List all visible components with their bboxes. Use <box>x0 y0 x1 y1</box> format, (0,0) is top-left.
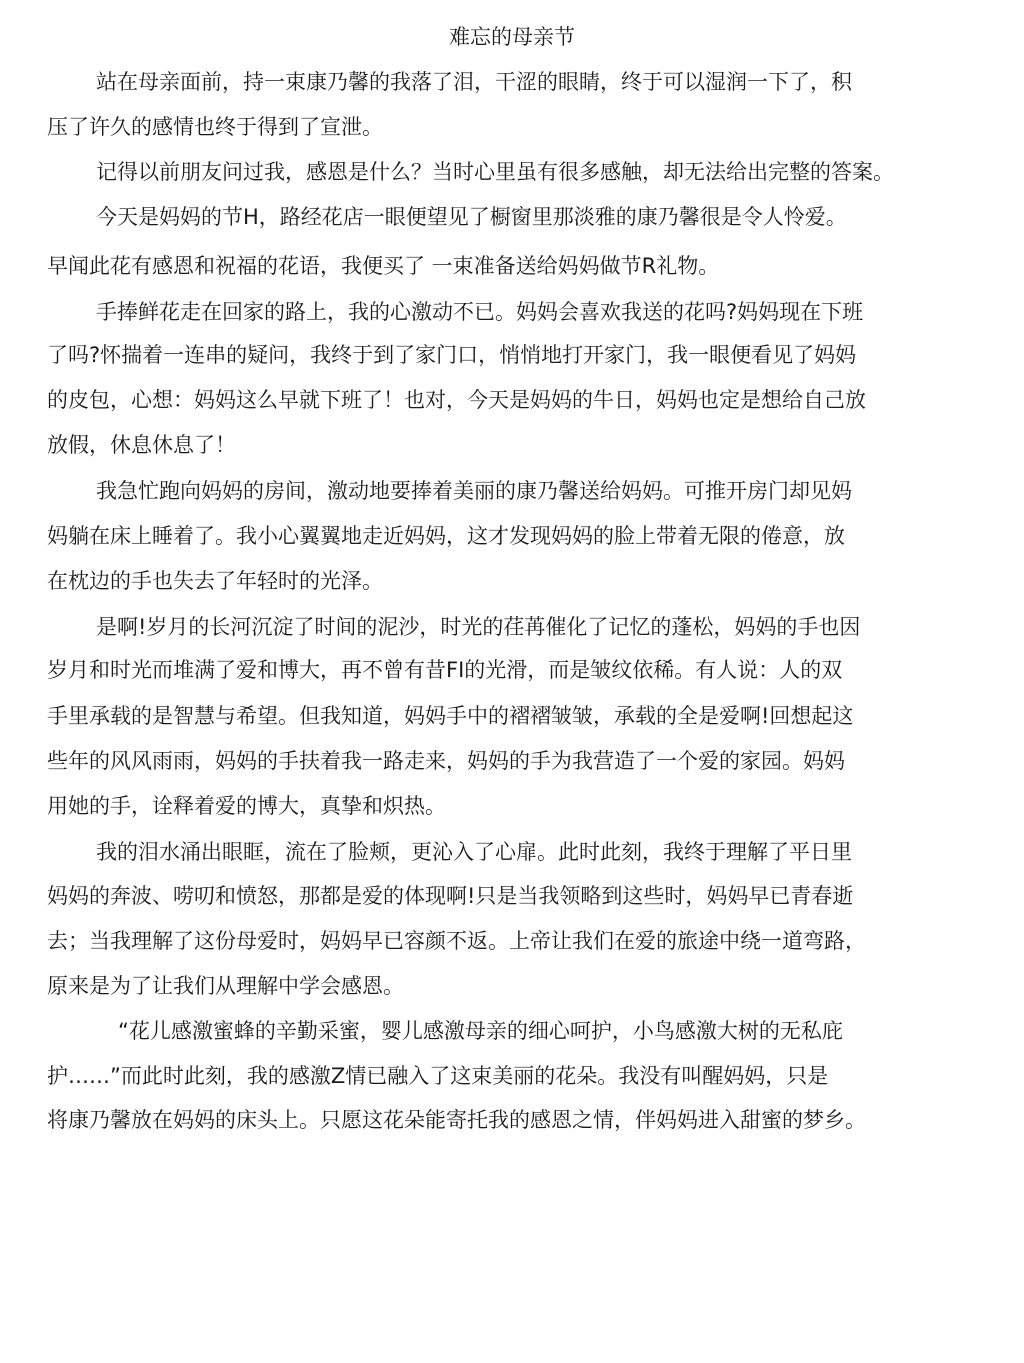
text-line: 去；当我理解了这份母爱时，妈妈早已容颜不返。上帝让我们在爱的旅途中绕一道弯路， <box>47 929 866 953</box>
text-line: 了吗?怀揣着一连串的疑问，我终于到了家门口，悄悄地打开家门，我一眼便看见了妈妈 <box>47 343 857 367</box>
text-line: 些年的风风雨雨，妈妈的手扶着我一路走来，妈妈的手为我营造了一个爱的家园。妈妈 <box>47 749 845 773</box>
text-line: 今天是妈妈的节H，路经花店一眼便望见了橱窗里那淡雅的康乃馨很是令人怜爱。 <box>96 205 847 229</box>
text-line: 压了许久的感情也终于得到了宣泄。 <box>47 115 383 139</box>
text-line: 原来是为了让我们从理解中学会感恩。 <box>47 974 404 998</box>
text-line: 在枕边的手也失去了年轻时的光泽。 <box>47 569 383 593</box>
text-line: 站在母亲面前，持一束康乃馨的我落了泪，干涩的眼睛，终于可以湿润一下了，积 <box>96 70 852 94</box>
text-line: 早闻此花有感恩和祝福的花语，我便买了 一束准备送给妈妈做节R礼物。 <box>47 254 720 278</box>
text-line: 我的泪水涌出眼眶，流在了脸颊，更沁入了心扉。此时此刻，我终于理解了平日里 <box>96 840 852 864</box>
text-line: 护……”而此时此刻，我的感激Z情已融入了这束美丽的花朵。我没有叫醒妈妈，只是 <box>47 1064 829 1088</box>
text-line: 的皮包，心想：妈妈这么早就下班了！也对，今天是妈妈的牛日，妈妈也定是想给自己放 <box>47 388 866 412</box>
text-line: 手里承载的是智慧与希望。但我知道，妈妈手中的褶褶皱皱，承载的全是爱啊!回想起这 <box>47 704 854 728</box>
text-line: 岁月和时光而堆满了爱和博大，再不曾有昔FI的光滑，而是皱纹依稀。有人说：人的双 <box>47 658 843 682</box>
text-line: 放假，休息休息了！ <box>47 433 236 457</box>
text-line: 用她的手，诠释着爱的博大，真挚和炽热。 <box>47 794 446 818</box>
text-line: “花儿感激蜜蜂的辛勤采蜜，婴儿感激母亲的细心呵护，小鸟感激大树的无私庇 <box>118 1019 843 1043</box>
document-title: 难忘的母亲节 <box>449 25 575 49</box>
text-line: 将康乃馨放在妈妈的床头上。只愿这花朵能寄托我的感恩之情，伴妈妈进入甜蜜的梦乡。 <box>47 1108 866 1132</box>
text-line: 妈躺在床上睡着了。我小心翼翼地走近妈妈，这才发现妈妈的脸上带着无限的倦意，放 <box>47 524 845 548</box>
text-line: 我急忙跑向妈妈的房间，激动地要捧着美丽的康乃馨送给妈妈。可推开房门却见妈 <box>96 479 852 503</box>
text-line: 是啊!岁月的长河沉淀了时间的泥沙，时光的荏苒催化了记忆的蓬松，妈妈的手也因 <box>96 615 861 639</box>
text-line: 妈妈的奔波、唠叨和愤怒，那都是爱的体现啊!只是当我领略到这些时，妈妈早已青春逝 <box>47 884 854 908</box>
text-line: 手捧鲜花走在回家的路上，我的心激动不已。妈妈会喜欢我送的花吗?妈妈现在下班 <box>96 300 864 324</box>
text-line: 记得以前朋友问过我，感恩是什么？当时心里虽有很多感触，却无法给出完整的答案。 <box>96 160 894 184</box>
